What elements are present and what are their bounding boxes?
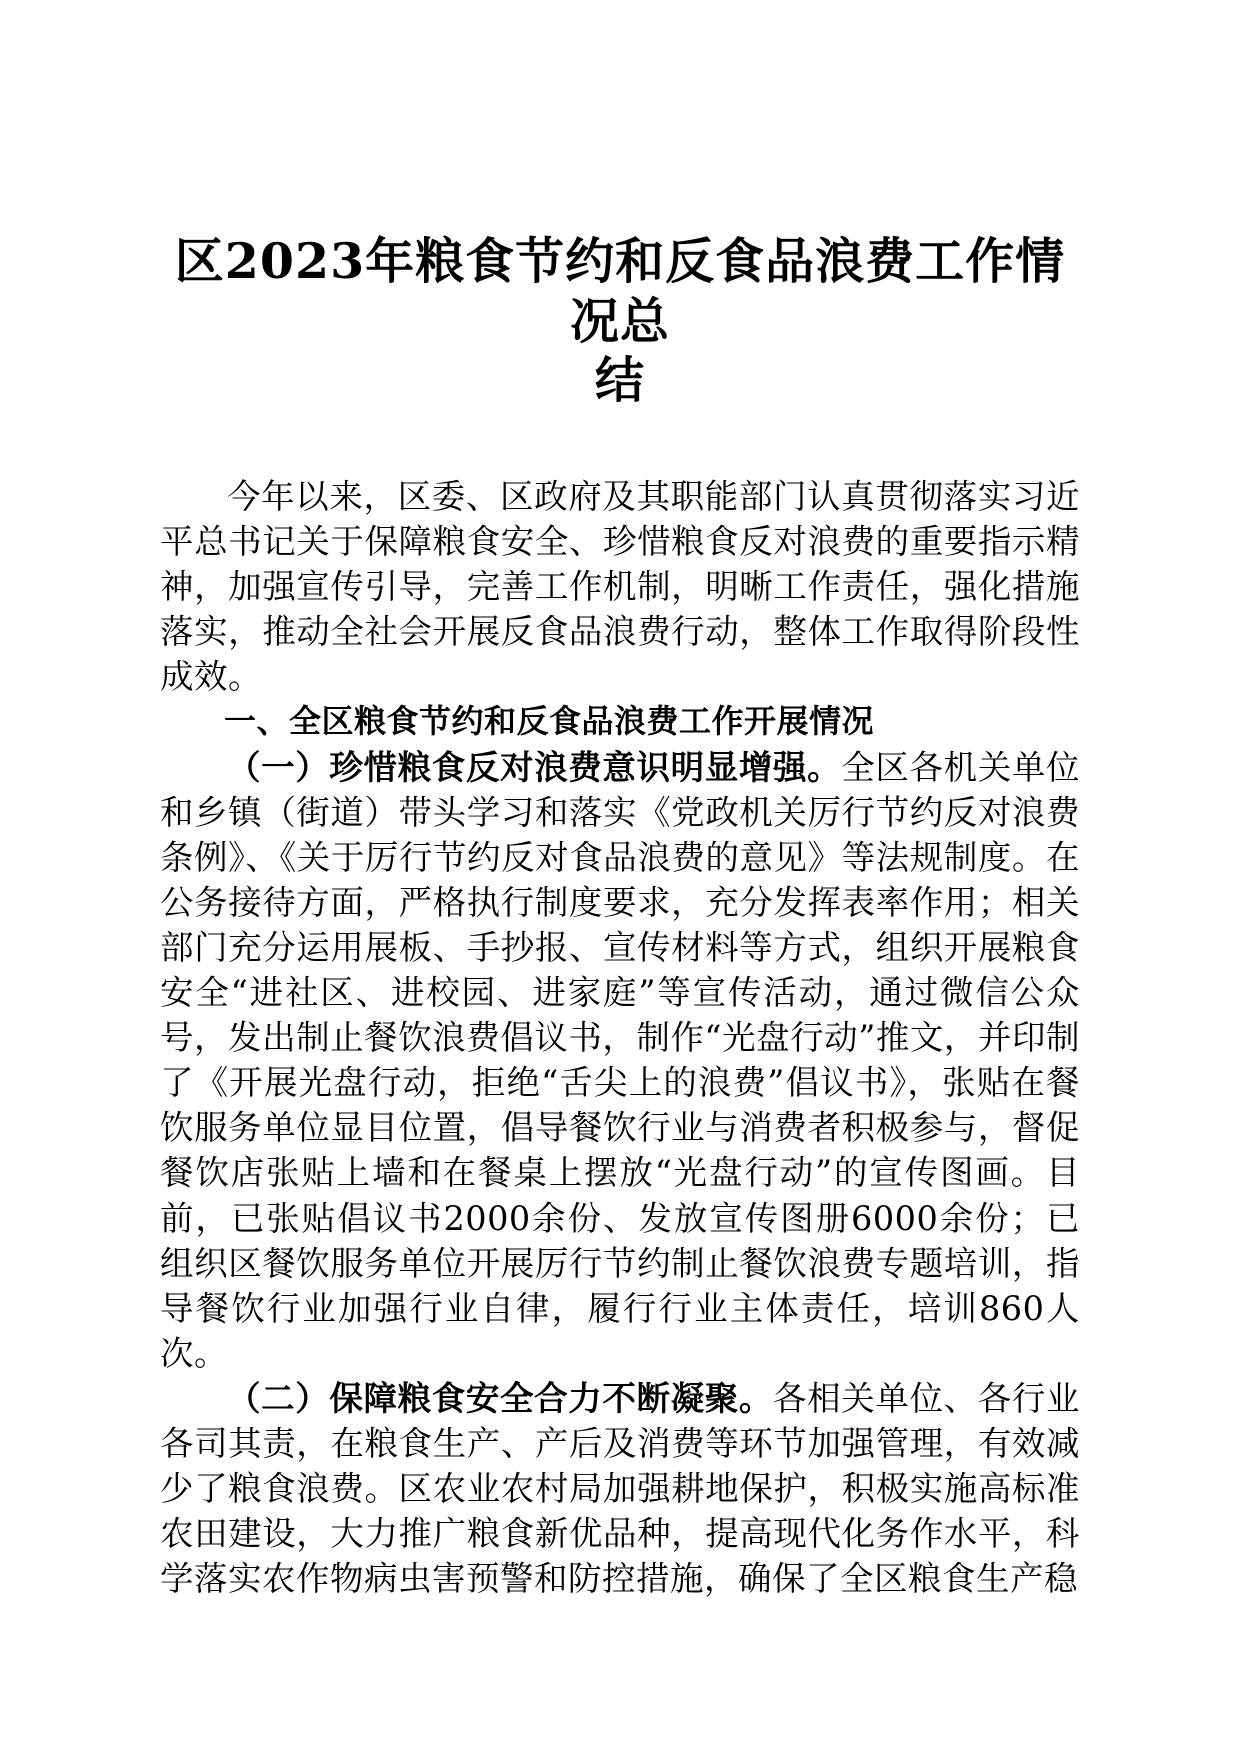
section-heading: 一、全区粮食节约和反食品浪费工作开展情况 bbox=[224, 702, 875, 741]
document-title-line-2: 结 bbox=[594, 351, 645, 409]
subsection-2-lead: （二）保障粮食安全合力不断凝聚。 bbox=[227, 1378, 773, 1418]
subsection-1-lead: （一）珍惜粮食反对浪费意识明显增强。 bbox=[227, 747, 842, 787]
subsection-1-paragraph bbox=[160, 745, 1080, 1376]
subsection-2-body: 各相关单位、各行业各司其责，在粮食生产、产后及消费等环节加强管理，有效减少了粮食浪费。区农业农村局加强耕地保护，积极实施高标准农田建设，大力推广粮食新优品种，提高现代化务作水平，科学落实农作物病虫害预警和防控措施，确保了全区粮食生产稳 bbox=[160, 1378, 1080, 1599]
subsection-1-body: 全区各机关单位和乡镇（街道）带头学习和落实《党政机关厉行节约反对浪费条例》、《关于厉行节约反对食品浪费的意见》等法规制度。在公务接待方面，严格执行制度要求，充分发挥表率作用；相关部门充分运用展板、手抄报、宣传材料等方式，组织开展粮食安全“进社区、进校园、进家庭”等宣传活动，通过微信公众号，发出制止餐饮浪费倡议书，制作“光盘行动”推文，并印制了《开展光盘行动，拒绝“舌尖上的浪费”倡议书》，张贴在餐饮服务单位显目位置，倡导餐饮行业与消费者积极参与，督促餐饮店张贴上墙和在餐桌上摆放“光盘行动”的宣传图画。目前，已张贴倡议书2000余份、发放宣传图册6000余份；已组织区餐饮服务单位开展厉行节约制止餐饮浪费专题培训，指导餐饮行业加强行业自律，履行行业主体责任，培训860人次。 bbox=[160, 747, 1080, 1373]
subsection-2-paragraph bbox=[160, 1376, 1080, 1601]
document-body bbox=[160, 474, 1080, 1601]
document-title-line-1: 区2023年粮食节约和反食品浪费工作情况总 bbox=[174, 232, 1066, 350]
intro-paragraph: 今年以来，区委、区政府及其职能部门认真贯彻落实习近平总书记关于保障粮食安全、珍惜粮食反对浪费的重要指示精神，加强宣传引导，完善工作机制，明晰工作责任，强化措施落实，推动全社会开展反食品浪费行动，整体工作取得阶段性成效。 bbox=[160, 477, 1080, 697]
